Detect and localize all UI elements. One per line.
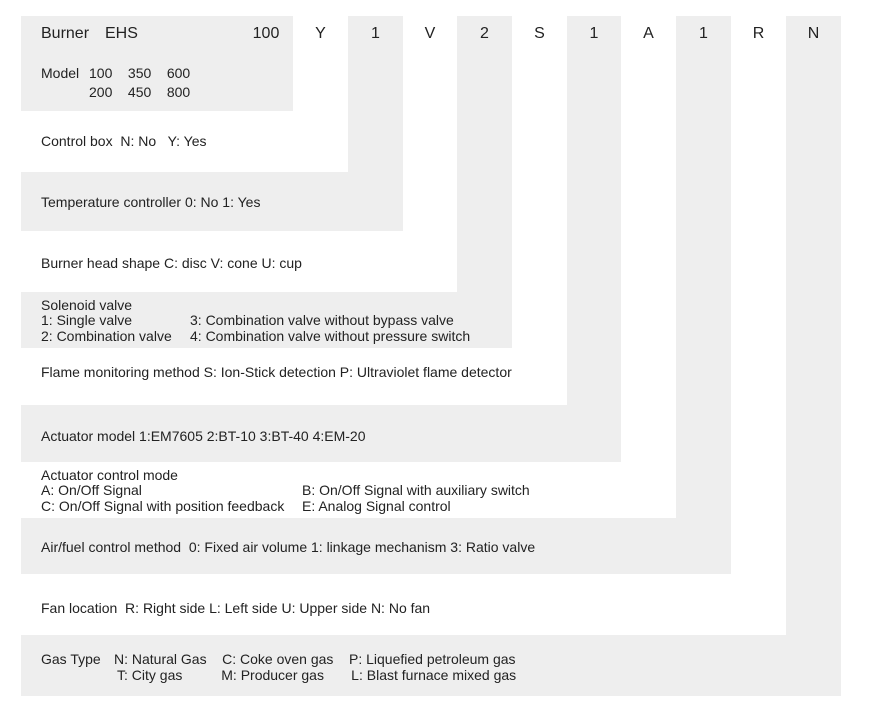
gas-type-label: Gas Type — [41, 651, 101, 667]
code-column-gas-type — [786, 16, 841, 696]
model-label: Model — [41, 65, 80, 81]
model-prefix: EHS — [105, 25, 138, 42]
gas-type-line1: N: Natural Gas C: Coke oven gas P: Liquefied petroleum gas — [114, 651, 516, 667]
gas-type-line2: T: City gas M: Producer gas L: Blast furnace mixed gas — [117, 667, 517, 683]
code-column-air-fuel — [676, 16, 731, 574]
code-flame-monitoring: S — [534, 25, 545, 42]
solenoid-option-3: 3: Combination valve without bypass valve — [190, 312, 454, 328]
temperature-controller-text: Temperature controller 0: No 1: Yes — [41, 194, 261, 210]
burner-label: Burner — [41, 25, 90, 42]
code-control-box: Y — [315, 25, 326, 42]
solenoid-option-4: 4: Combination valve without pressure switch — [190, 328, 471, 344]
code-burner-head: V — [424, 25, 436, 42]
row-model-block — [21, 52, 293, 111]
control-box-text: Control box N: No Y: Yes — [41, 133, 207, 149]
code-fan-location: R — [752, 25, 765, 42]
code-solenoid-valve: 2 — [480, 25, 489, 42]
solenoid-option-1: 1: Single valve — [41, 312, 133, 328]
air-fuel-text: Air/fuel control method 0: Fixed air volume 1: linkage mechanism 3: Ratio valve — [41, 539, 536, 555]
actuator-option-e: E: Analog Signal control — [302, 498, 451, 514]
code-air-fuel: 1 — [699, 25, 708, 42]
fan-location-text: Fan location R: Right side L: Left side U: Upper side N: No fan — [41, 600, 431, 616]
code-actuator-model: 1 — [589, 25, 599, 42]
solenoid-valve-title: Solenoid valve — [41, 297, 133, 313]
code-actuator-control: A — [643, 25, 654, 42]
actuator-control-title: Actuator control mode — [41, 467, 178, 483]
solenoid-option-2: 2: Combination valve — [41, 328, 172, 344]
model-values-line1: 100 350 600 — [89, 65, 191, 81]
flame-monitoring-text: Flame monitoring method S: Ion-Stick detection P: Ultraviolet flame detector — [41, 364, 512, 380]
actuator-model-text: Actuator model 1:EM7605 2:BT-10 3:BT-40 4:EM-20 — [41, 428, 366, 444]
code-column-actuator-model — [567, 16, 621, 462]
actuator-option-c: C: On/Off Signal with position feedback — [41, 498, 285, 514]
burner-head-shape-text: Burner head shape C: disc V: cone U: cup — [41, 255, 302, 271]
model-values-line2: 200 450 800 — [89, 84, 191, 100]
actuator-option-b: B: On/Off Signal with auxiliary switch — [302, 482, 530, 498]
actuator-option-a: A: On/Off Signal — [41, 482, 142, 498]
code-gas-type: N — [807, 25, 820, 42]
code-temperature-controller: 1 — [371, 25, 380, 42]
code-model: 100 — [252, 25, 280, 42]
